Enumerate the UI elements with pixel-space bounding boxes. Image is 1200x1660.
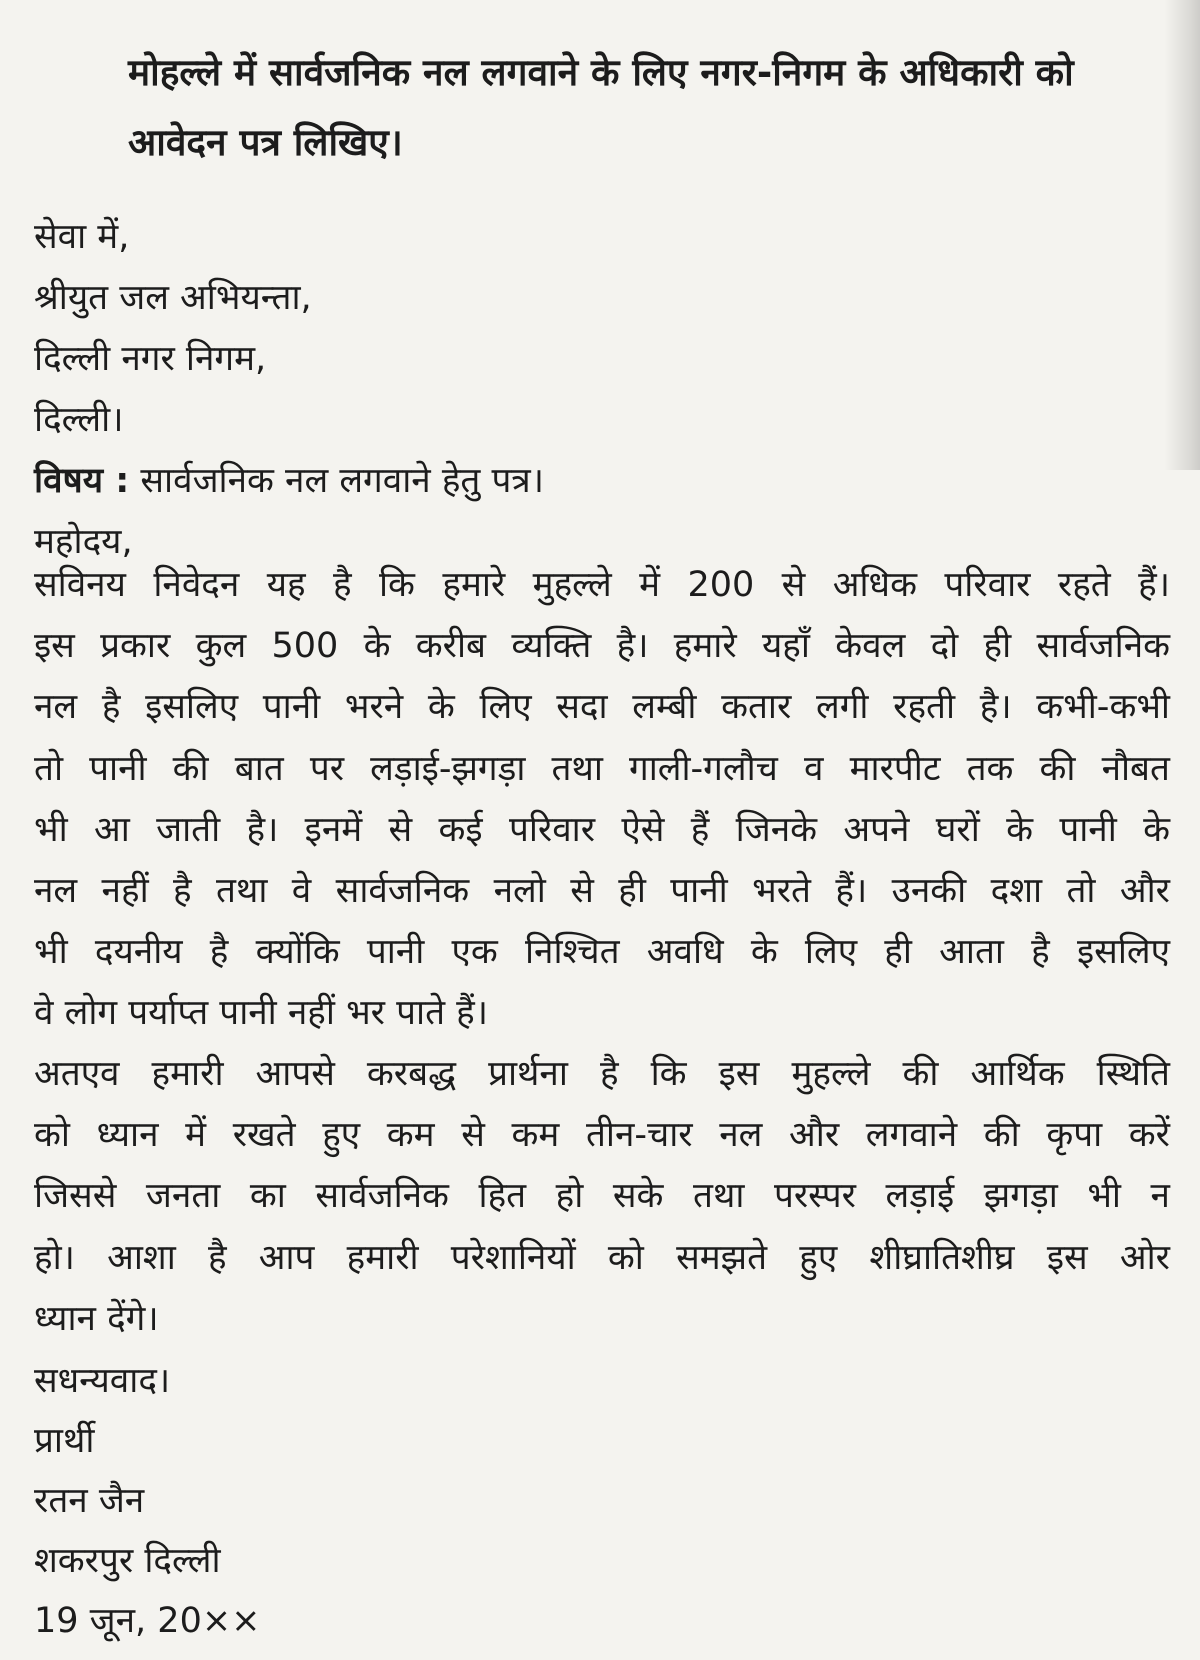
- paragraph-line: इस प्रकार कुल 500 के करीब व्यक्ति है। हमारे यहाँ केवल दो ही सार्वजनिक: [34, 626, 1170, 667]
- paragraph-line: सविनय निवेदन यह है कि हमारे मुहल्ले में 200 से अधिक परिवार रहते हैं।: [34, 565, 1170, 605]
- address-office: दिल्ली नगर निगम,: [34, 339, 267, 379]
- paragraph-line: ध्यान देंगे।: [34, 1298, 159, 1339]
- paragraph-line: भी आ जाती है। इनमें से कई परिवार ऐसे हैं जिनके अपने घरों के पानी के: [34, 809, 1170, 850]
- paragraph-line: तो पानी की बात पर लड़ाई-झगड़ा तथा गाली-गलौच व मारपीट तक की नौबत: [34, 748, 1170, 789]
- subject-line: [34, 451, 1170, 512]
- paragraph-line: वे लोग पर्याप्त पानी नहीं भर पाते हैं।: [34, 993, 488, 1034]
- subject-text: सार्वजनिक नल लगवाने हेतु पत्र।: [140, 461, 544, 501]
- paragraph-line: जिससे जनता का सार्वजनिक हित हो सके तथा परस्पर लड़ाई झगड़ा भी न: [34, 1176, 1170, 1217]
- applicant-label: प्रार्थी: [34, 1421, 95, 1461]
- paragraph-line: भी दयनीय है क्योंकि पानी एक निश्चित अवधि के लिए ही आता है इसलिए: [34, 932, 1170, 973]
- letter-question-heading: [128, 38, 1178, 178]
- paragraph-line: अतएव हमारी आपसे करबद्ध प्रार्थना है कि इस मुहल्ले की आर्थिक स्थिति: [34, 1054, 1170, 1094]
- address-salutation: सेवा में,: [34, 217, 130, 257]
- letter-date: 19 जून, 20××: [34, 1601, 261, 1641]
- paragraph-line: को ध्यान में रखते हुए कम से कम तीन-चार नल और लगवाने की कृपा करें: [34, 1115, 1170, 1156]
- address-designation: श्रीयुत जल अभियन्ता,: [34, 278, 312, 318]
- letter-closing: [34, 1351, 1170, 1651]
- body-paragraph-2: [34, 1044, 1170, 1350]
- greeting: महोदय,: [34, 522, 133, 562]
- paragraph-line: नल है इसलिए पानी भरने के लिए सदा लम्बी कतार लगी रहती है। कभी-कभी: [34, 687, 1170, 728]
- paragraph-line: हो। आशा है आप हमारी परेशानियों को समझते हुए शीघ्रातिशीघ्र इस ओर: [34, 1237, 1170, 1278]
- body-paragraph-1: [34, 555, 1170, 1045]
- closing-thanks: सधन्यवाद।: [34, 1361, 171, 1401]
- applicant-name: रतन जैन: [34, 1481, 145, 1521]
- address-city: दिल्ली।: [34, 400, 124, 440]
- heading-line-2: आवेदन पत्र लिखिए।: [128, 121, 403, 164]
- recipient-address: [34, 207, 1170, 573]
- subject-label: विषय :: [34, 461, 130, 501]
- paragraph-line: नल नहीं है तथा वे सार्वजनिक नलो से ही पानी भरते हैं। उनकी दशा तो और: [34, 871, 1170, 912]
- applicant-place: शकरपुर दिल्ली: [34, 1541, 221, 1581]
- heading-line-1: मोहल्ले में सार्वजनिक नल लगवाने के लिए नगर-निगम के अधिकारी को: [128, 51, 1074, 94]
